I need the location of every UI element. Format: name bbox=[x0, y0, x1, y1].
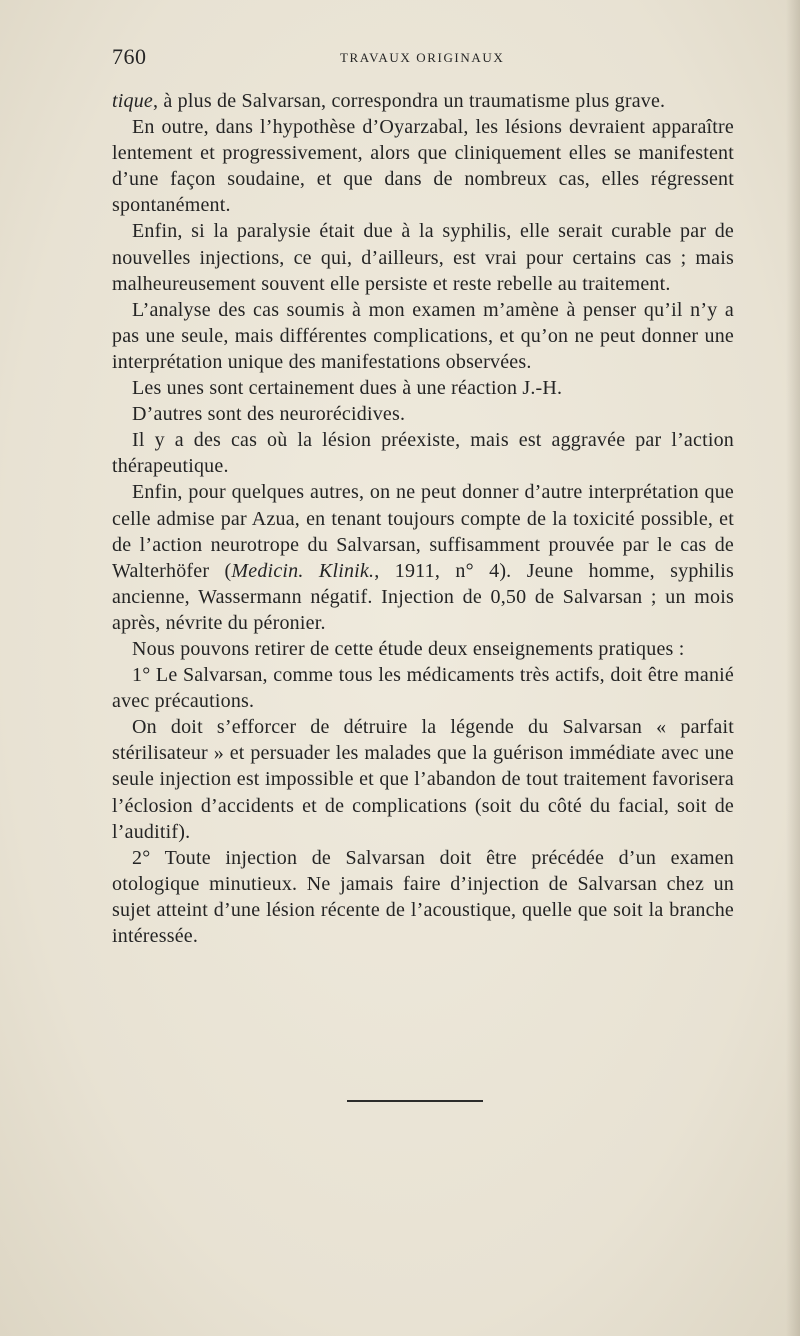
paragraph bbox=[112, 479, 734, 636]
paragraph: 1° Le Salvarsan, comme tous les médicaments très actifs, doit être manié avec précautions. bbox=[112, 664, 734, 713]
paragraph: D’autres sont des neurorécidives. bbox=[132, 403, 406, 426]
body-text bbox=[112, 88, 734, 949]
paragraph: Les unes sont certainement dues à une réaction J.-H. bbox=[132, 377, 563, 400]
paragraph: On doit s’efforcer de détruire la légende du Salvarsan « parfait stérilisateur » et persuader les malades que la guérison immédiate avec une seule injection est impossible et que l’abandon de tout traitement favorisera l’éclosion d’accidents et de complications (soit du côté du facial, soit de l’auditif). bbox=[112, 716, 734, 843]
text-segment: , à plus de Salvarsan, correspondra un traumatisme plus grave. bbox=[153, 90, 666, 112]
paragraph: Enfin, si la paralysie était due à la syphilis, elle serait curable par de nouvelles injections, ce qui, d’ailleurs, est vrai pour certains cas ; mais malheureusement souvent elle persiste et reste rebelle au traitement. bbox=[112, 220, 734, 295]
page-edge-shadow bbox=[786, 0, 800, 1336]
paragraph: Nous pouvons retirer de cette étude deux enseignements pratiques : bbox=[132, 637, 685, 660]
paragraph: En outre, dans l’hypothèse d’Oyarzabal, les lésions devraient apparaître lentement et progressivement, alors que cliniquement elles se manifestent d’une façon soudaine, et que dans de nombreux cas, elles régressent spontanément. bbox=[112, 116, 734, 217]
paragraph-continuation bbox=[112, 88, 734, 114]
page-number: 760 bbox=[112, 44, 147, 69]
paragraph: Il y a des cas où la lésion préexiste, mais est aggravée par l’action thérapeutique. bbox=[112, 429, 734, 478]
paragraph: L’analyse des cas soumis à mon examen m’amène à penser qu’il n’y a pas une seule, mais différentes complications, et qu’on ne peut donner une interprétation unique des manifestations observées. bbox=[112, 298, 734, 373]
italic-text: tique bbox=[112, 90, 153, 112]
paragraph: 2° Toute injection de Salvarsan doit être précédée d’un examen otologique minutieux. Ne jamais faire d’injection de Salvarsan chez un sujet atteint d’une lésion récente de l’acoustique, quelle que soit la branche intéressée. bbox=[112, 846, 734, 947]
text-segment: , 1911, n° 4). Jeune homme, syphilis ancienne, Wassermann négatif. Injection de 0,50 de Salvarsan ; un mois après, névrite du péronier. bbox=[112, 559, 734, 634]
running-title: TRAVAUX ORIGINAUX bbox=[340, 50, 505, 65]
page-header bbox=[112, 44, 732, 74]
italic-citation: Medicin. Klinik. bbox=[231, 559, 375, 582]
text-segment: Enfin, pour quelques autres, on ne peut donner d’autre interprétation que celle admise par Azua, en tenant toujours compte de la toxicité possible, et de l’action neurotrope du Salvarsan, suffisamment prouvée par le cas de Walterhöfer ( bbox=[112, 481, 734, 582]
end-rule-divider bbox=[347, 1100, 483, 1102]
